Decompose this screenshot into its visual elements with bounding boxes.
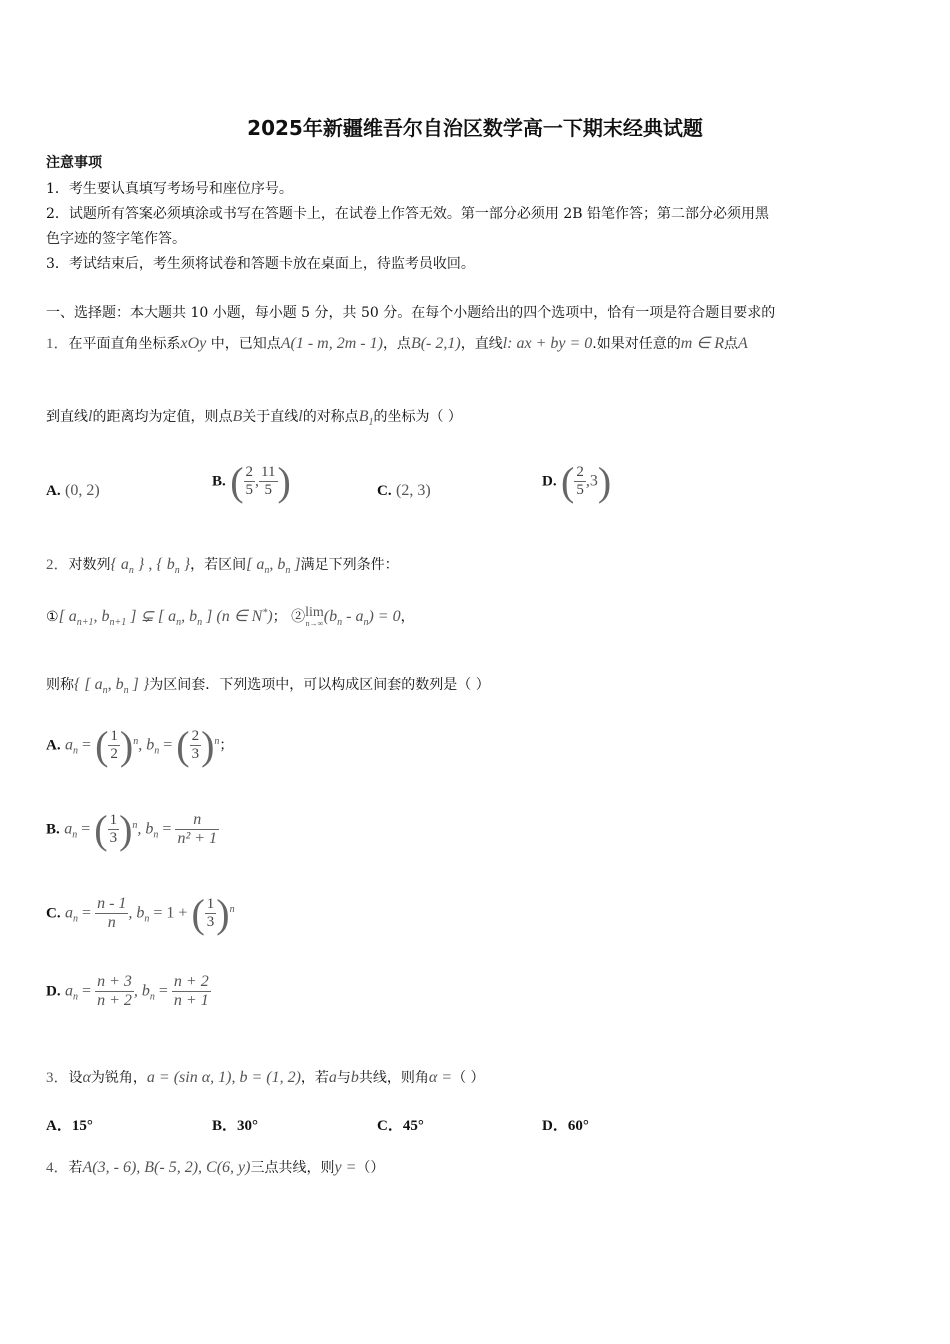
q3-option-a[interactable]: A．15° [46, 1118, 93, 1134]
question-1-line-2: 到直线l的距离均为定值，则点B关于直线l的对称点$B_1$的坐标为（ ） [46, 408, 462, 428]
section-heading: 一、选择题：本大题共 10 小题，每小题 5 分，共 50 分。在每个小题给出的四个选项中，恰有一项是符合题目要求的 [46, 305, 776, 321]
question-4: 4．若A(3, - 6), B(- 5, 2), C(6, y)三点共线，则y =（） [46, 1159, 385, 1176]
notice-item: 3．考试结束后，考生须将试卷和答题卡放在桌面上，待监考员收回。 [46, 256, 475, 272]
q2-option-b[interactable]: B. $a_n$ = ( $\frac{1}{3}$ )$^n$, $b_n$ = $\frac{n}{\text{n² + 1}}$ [46, 807, 218, 852]
q2-option-a[interactable]: A. $a_n$ = ( $\frac{1}{2}$ )$^n$, $b_n$ = ( $\frac{2}{3}$ )$^n$； [46, 723, 234, 768]
question-3: 3．设α为锐角，a = (sin α, 1), b = (1, 2)，若a与b共线，则角α =（ ） [46, 1069, 485, 1086]
q1-option-a[interactable]: A. (0, 2) [46, 482, 100, 499]
page-title: 2025年新疆维吾尔自治区数学高一下期末经典试题 [247, 116, 703, 140]
notice-item: 色字迹的签字笔作答。 [46, 231, 186, 247]
question-2-conditions: ①[ $a_{n+1}$, $b_{n+1}$ ] ⊊ [ $a_n$, $b_n$ ] (n ∈ N*)； ② lim n→∞ $(b_n - a_n) = 0$， [46, 605, 415, 628]
q3-option-c[interactable]: C．45° [377, 1118, 424, 1134]
notice-item: 1．考生要认真填写考场号和座位序号。 [46, 181, 293, 197]
q3-option-d[interactable]: D．60° [542, 1118, 589, 1134]
q2-option-c[interactable]: C. $a_n$ = $\frac{n - 1}{n}$ , $b_n = 1$ + ( $\frac{1}{3}$ )$^n$ [46, 891, 235, 936]
q1-option-c[interactable]: C. (2, 3) [377, 482, 431, 499]
notice-item: 2．试题所有答案必须填涂或书写在答题卡上，在试卷上作答无效。第一部分必须用 2B 铅笔作答；第二部分必须用黑 [46, 206, 769, 222]
question-2-line-1: 2．对数列{ $a_n$ } , { $b_n$ }，若区间[ $a_n$, $b_n$ ]满足下列条件： [46, 556, 399, 576]
question-2-line-2: 则称{ [ $a_n$, $b_n$ ] }为区间套．下列选项中，可以构成区间套的数列是（ ） [46, 676, 490, 696]
q1-option-d[interactable]: D. ( $\frac{2}{5}$ ,3) [542, 459, 612, 504]
question-1-line-1: 1．在平面直角坐标系xOy 中，已知点A(1 - m, 2m - 1)，点B(- 2,1)，直线l: ax + by = 0.如果对任意的m ∈ R点A [46, 335, 748, 352]
notice-heading: 注意事项 [46, 155, 102, 171]
q1-option-b[interactable]: B. ( $\frac{2}{5}$ , $\frac{11}{5}$ ) [212, 459, 291, 504]
q2-option-d[interactable]: D. $a_n$ = $\frac{n + 3}{n + 2}$ , $b_n$ = $\frac{n + 2}{n + 1}$ [46, 973, 209, 1009]
q3-option-b[interactable]: B．30° [212, 1118, 259, 1134]
